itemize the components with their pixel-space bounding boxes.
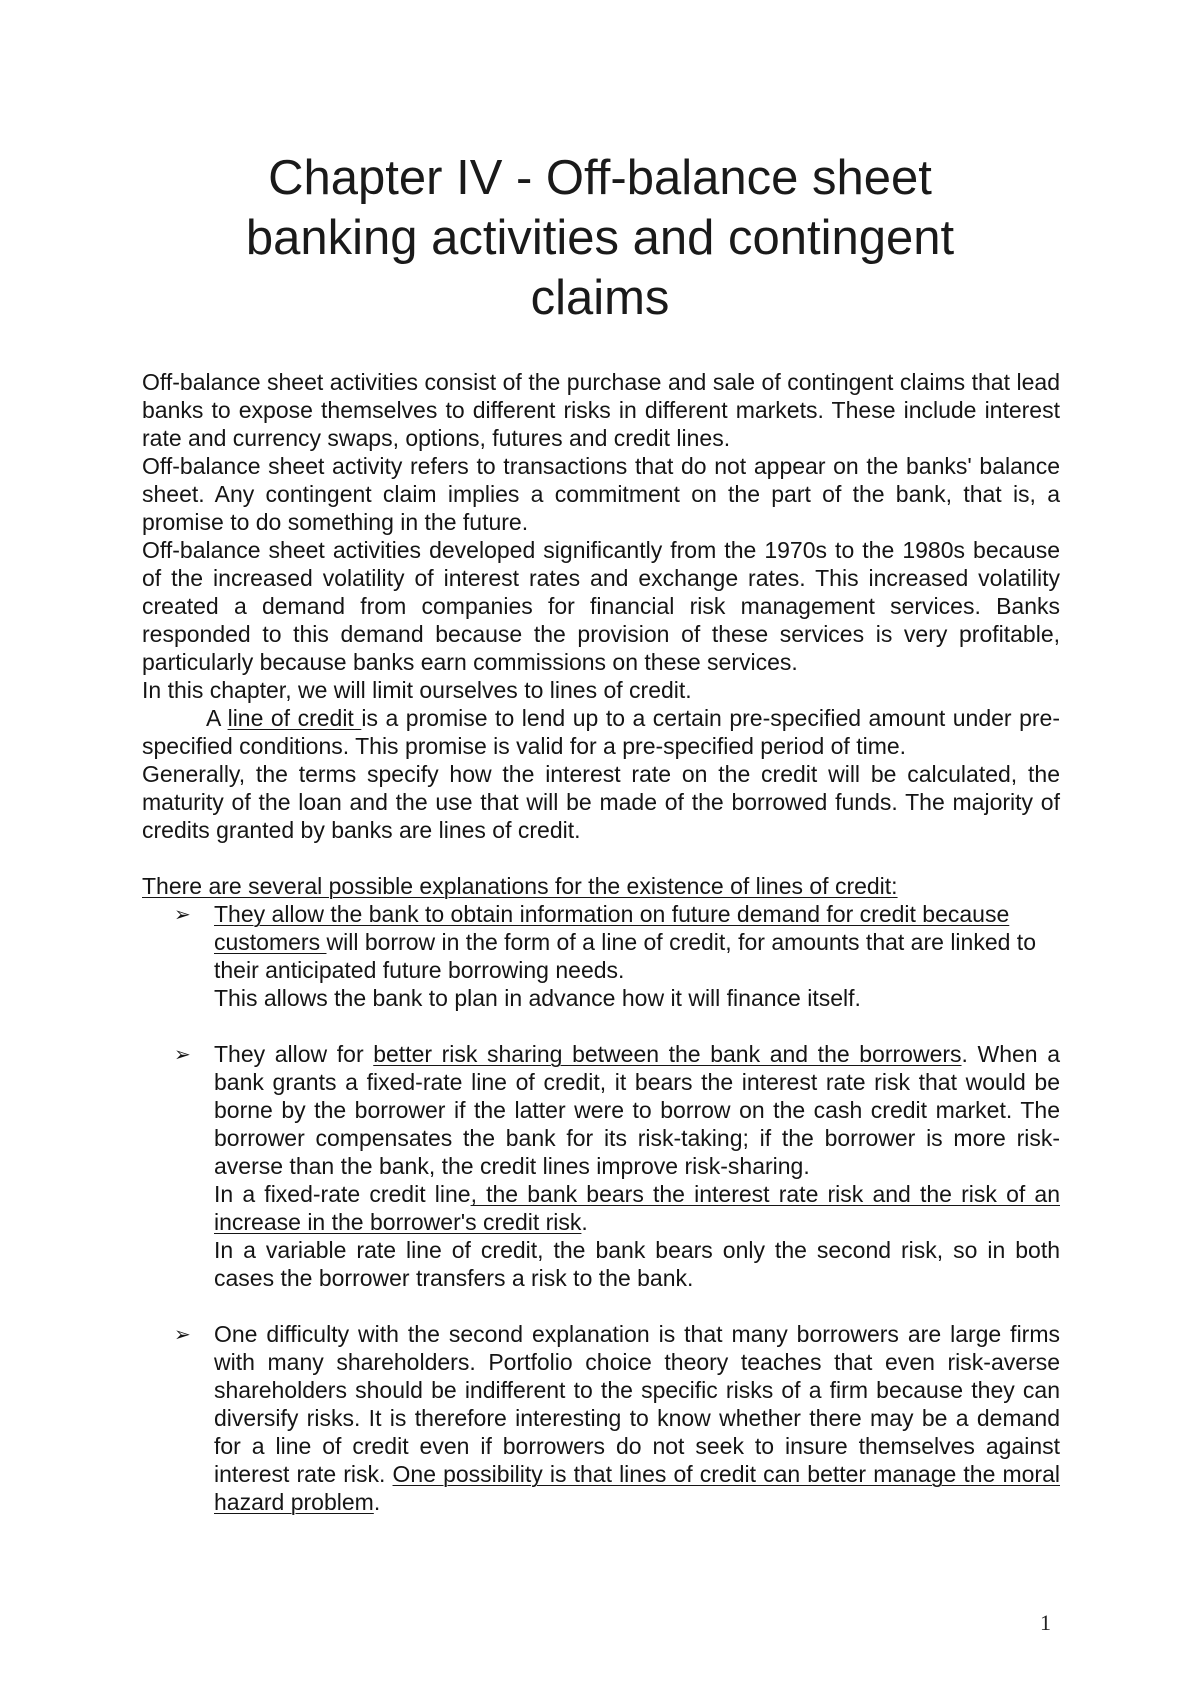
spacer [142, 1292, 1060, 1320]
bullet-2-pre: They allow for [214, 1041, 374, 1067]
list-item [142, 1040, 1060, 1292]
bullet-1-rest: will borrow in the form of a line of credit, for amounts that are linked to their anticipated future borrowing needs. [214, 929, 1036, 983]
bullet-3-underlined: One possibility is that lines of credit can better manage the moral hazard problem [214, 1461, 1060, 1515]
bullet-1-underlined: They allow the bank to obtain information on future demand for credit because customers [214, 901, 1010, 955]
loc-term: line of credit [227, 705, 362, 731]
bullet-2-fixed-pre: In a fixed-rate credit line [214, 1181, 471, 1207]
paragraph-definition: Off-balance sheet activity refers to transactions that do not appear on the banks' balance sheet. Any contingent claim implies a commitment on the part of the bank, that is, a promise to do something in the future. [142, 453, 1060, 535]
spacer [142, 1012, 1060, 1040]
list-item [142, 1320, 1060, 1516]
arrow-bullet-icon: ➢ [174, 902, 191, 926]
bullet-3-text [214, 1320, 1060, 1516]
bullet-3-post: . [373, 1489, 381, 1515]
page-number: 1 [1040, 1610, 1051, 1635]
arrow-bullet-icon: ➢ [174, 1042, 191, 1066]
bullet-2-fixed [214, 1180, 1060, 1236]
paragraph-line-of-credit [142, 704, 1060, 760]
list-item-text [214, 1320, 1060, 1516]
bullet-1-line2: This allows the bank to plan in advance how it will finance itself. [214, 985, 861, 1011]
paragraph-scope: In this chapter, we will limit ourselves to lines of credit. [142, 677, 692, 703]
paragraph-history: Off-balance sheet activities developed significantly from the 1970s to the 1980s because of the increased volatility of interest rates and exchange rates. This increased volatility created a demand from companies for financial risk management services. Banks responded to this demand because the provision of these services is very profitable, particularly because banks earn commissions on these services. [142, 537, 1060, 675]
explanations-heading-text: There are several possible explanations for the existence of lines of credit: [142, 873, 898, 899]
chapter-body [142, 368, 1060, 1516]
bullet-2-underlined: better risk sharing between the bank and the borrowers [373, 1041, 962, 1067]
bullet-2-text [214, 1040, 1060, 1180]
spacer [142, 844, 1060, 872]
bullet-1-text [214, 900, 1060, 984]
bullet-2-fixed-underlined: , the bank bears the interest rate risk and the risk of an increase in the borrower's credit risk [214, 1181, 1060, 1235]
bullet-2-variable: In a variable rate line of credit, the bank bears only the second risk, so in both cases the borrower transfers a risk to the bank. [214, 1237, 1060, 1291]
list-item-text [214, 1040, 1060, 1292]
bullet-2-rest: . When a bank grants a fixed-rate line of credit, it bears the interest rate risk that would be borne by the borrower if the latter were to borrow on the cash credit market. The borrower compensates the bank for its risk-taking; if the borrower is more risk-averse than the bank, the credit lines improve risk-sharing. [214, 1041, 1060, 1179]
title-line-3: claims [530, 271, 670, 325]
bullet-3-pre: One difficulty with the second explanation is that many borrowers are large firms with many shareholders. Portfolio choice theory teaches that even risk-averse shareholders should be indifferent to the specific risks of a firm because they can diversify risks. It is therefore interesting to know whether there may be a demand for a line of credit even if borrowers do not seek to insure themselves against interest rate risk. [214, 1321, 1060, 1487]
title-line-1: Chapter IV - Off-balance sheet [268, 151, 932, 205]
chapter-title [180, 148, 1020, 328]
loc-pre: A [206, 705, 228, 731]
title-line-2: banking activities and contingent [245, 211, 955, 265]
list-item [142, 900, 1060, 1012]
list-item-text [214, 900, 1060, 1012]
paragraph-terms: Generally, the terms specify how the interest rate on the credit will be calculated, the maturity of the loan and the use that will be made of the borrowed funds. The majority of credits granted by banks are lines of credit. [142, 761, 1060, 843]
loc-post: is a promise to lend up to a certain pre-specified amount under pre-specified conditions. This promise is valid for a pre-specified period of time. [142, 705, 1060, 759]
arrow-bullet-icon: ➢ [174, 1322, 191, 1346]
bullet-2-fixed-post: . [581, 1209, 588, 1235]
explanations-heading [142, 872, 1060, 900]
paragraph-intro: Off-balance sheet activities consist of the purchase and sale of contingent claims that lead banks to expose themselves to different risks in different markets. These include interest rate and currency swaps, options, futures and credit lines. [142, 369, 1060, 451]
